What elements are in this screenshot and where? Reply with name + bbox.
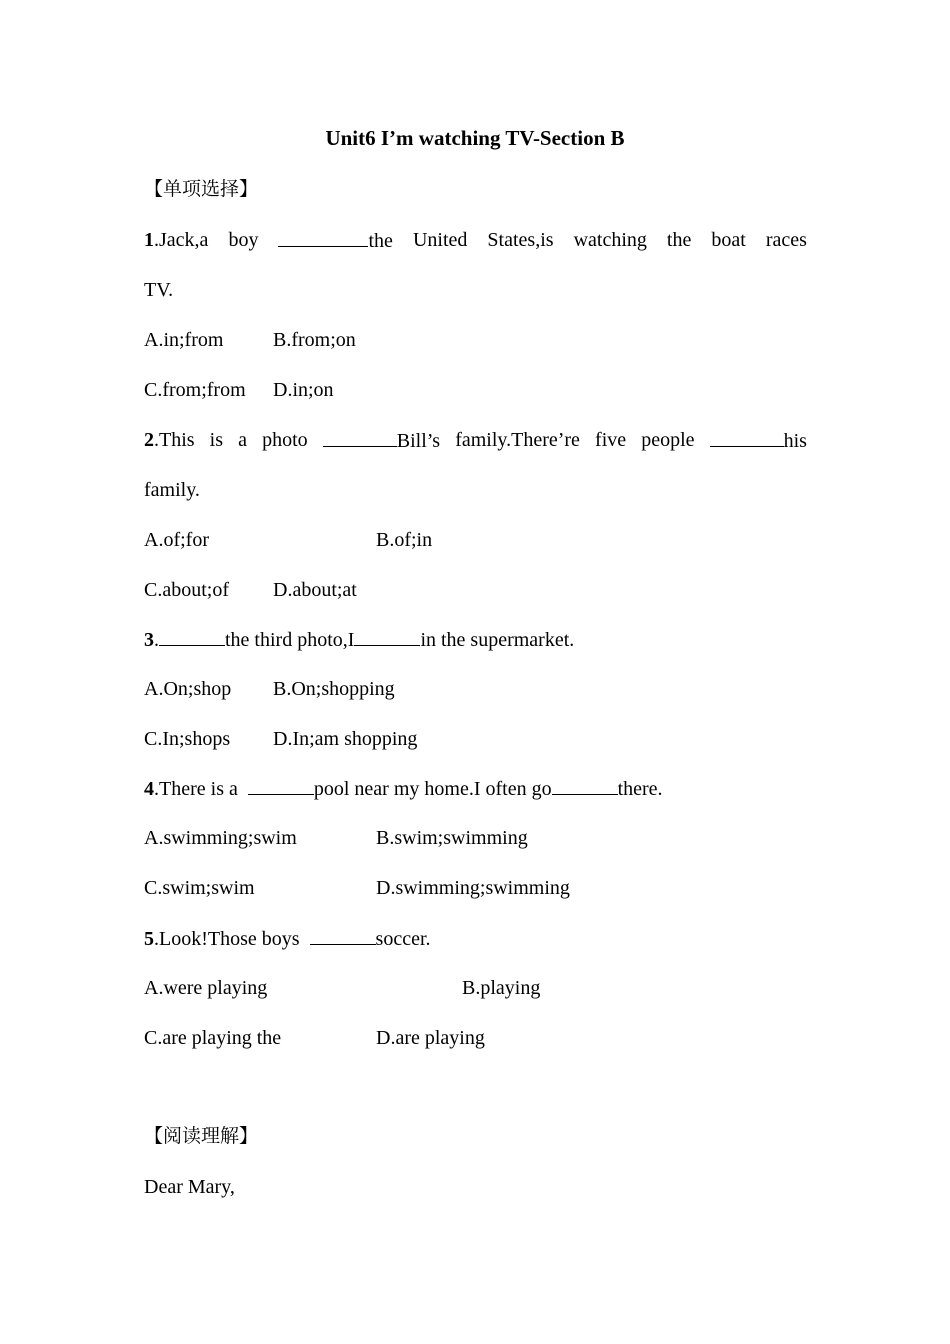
answer-blank — [310, 924, 376, 945]
section-heading-single-choice: 【单项选择】 — [144, 178, 259, 200]
option-b: B.On;shopping — [273, 678, 395, 700]
question-1-start: 1.Jack,a — [144, 229, 209, 251]
question-3: 3. the third photo,I in the supermarket. — [144, 625, 574, 654]
option-a: A.in;from — [144, 329, 224, 351]
answer-blank — [159, 625, 225, 646]
question-2: 2.This is a photo Bill’s family.There’re five people his — [144, 426, 807, 455]
answer-blank — [323, 426, 397, 447]
option-c: C.about;of — [144, 579, 229, 601]
question-2-start: 2.This — [144, 429, 195, 451]
section-heading-reading: 【阅读理解】 — [144, 1125, 259, 1147]
option-a: A.On;shop — [144, 678, 232, 700]
option-d: D.swimming;swimming — [376, 877, 570, 899]
option-d: D.about;at — [273, 579, 357, 601]
answer-blank — [710, 426, 784, 447]
answer-blank — [354, 625, 420, 646]
option-d: D.in;on — [273, 379, 334, 401]
question-5: 5.Look!Those boys soccer. — [144, 924, 431, 953]
answer-blank — [552, 774, 618, 795]
question-4: 4.There is a pool near my home.I often go there. — [144, 774, 663, 803]
option-b: B.playing — [462, 977, 541, 999]
question-2-blank-segment-2: his — [710, 426, 807, 455]
question-1-continuation: TV. — [144, 279, 174, 301]
option-a: A.were playing — [144, 977, 268, 999]
option-b: B.from;on — [273, 329, 356, 351]
question-2-blank-segment-1: Bill’s — [323, 426, 440, 455]
question-1-blank-segment: the — [278, 226, 392, 255]
question-1: 1.Jack,a boy the United States,is watching the boat races — [144, 226, 807, 255]
option-c: C.In;shops — [144, 728, 231, 750]
question-2-continuation: family. — [144, 479, 200, 501]
option-c: C.from;from — [144, 379, 246, 401]
option-d: D.In;am shopping — [273, 728, 418, 750]
page-title: Unit6 I’m watching TV-Section B — [325, 126, 625, 150]
option-c: C.are playing the — [144, 1027, 282, 1049]
option-b: B.swim;swimming — [376, 827, 528, 849]
letter-greeting: Dear Mary, — [144, 1176, 235, 1198]
option-a: A.swimming;swim — [144, 827, 297, 849]
answer-blank — [278, 226, 368, 247]
option-c: C.swim;swim — [144, 877, 255, 899]
answer-blank — [248, 774, 314, 795]
option-a: A.of;for — [144, 529, 209, 551]
option-b: B.of;in — [376, 529, 433, 551]
option-d: D.are playing — [376, 1027, 485, 1049]
